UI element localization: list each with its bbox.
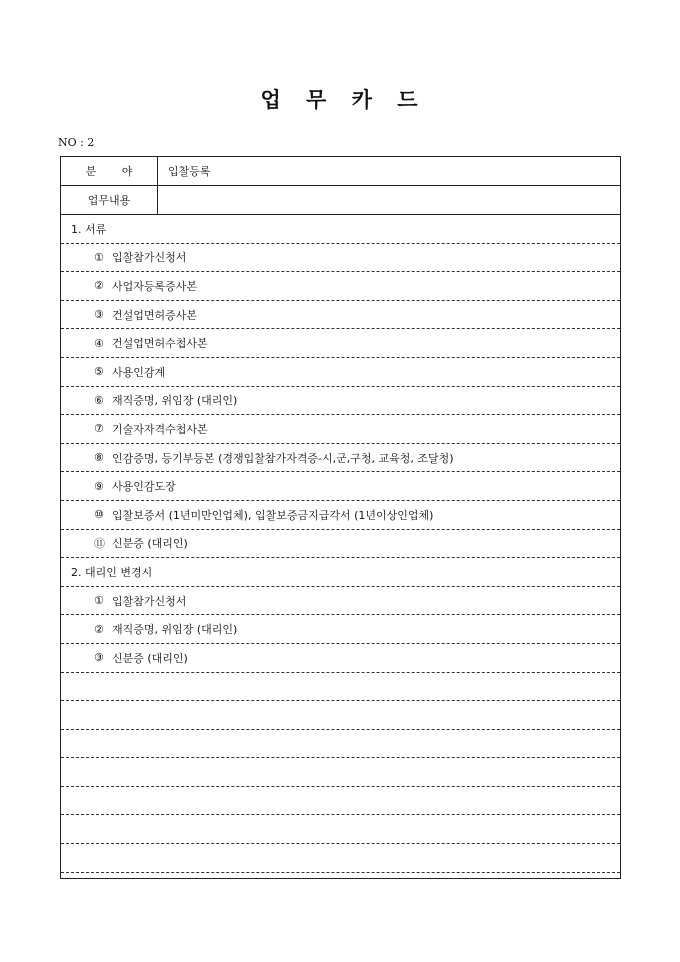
item-text: 신분증 (대리인): [112, 537, 188, 551]
content-value: [158, 186, 620, 214]
item-text: 건설업면허증사본: [112, 308, 198, 322]
blank-line: [61, 758, 620, 787]
list-item: [61, 501, 620, 530]
item-text: 건설업면허수첩사본: [112, 337, 208, 351]
item-number: ⑩: [94, 508, 104, 522]
item-number: ③: [94, 651, 104, 665]
blank-line: [61, 787, 620, 816]
item-text: 입찰참가신청서: [112, 251, 187, 265]
item-number: ①: [94, 250, 104, 264]
item-number: ⑤: [94, 365, 104, 379]
list-item: [61, 387, 620, 416]
item-text: 입찰참가신청서: [112, 594, 187, 608]
item-text: 사용인감계: [112, 365, 166, 379]
section-title: 2. 대리인 변경시: [61, 558, 620, 587]
list-item: [61, 444, 620, 473]
list-item: [61, 472, 620, 501]
item-number: ⑨: [94, 479, 104, 493]
item-text: 사용인감도장: [112, 480, 176, 494]
list-item: [61, 415, 620, 444]
list-item: [61, 530, 620, 559]
item-number: ①: [94, 594, 104, 608]
item-number: ④: [94, 336, 104, 350]
item-number: ③: [94, 308, 104, 322]
list-item: [61, 615, 620, 644]
field-row: [61, 157, 620, 186]
work-card: [60, 156, 621, 879]
list-item: [61, 358, 620, 387]
list-item: [61, 587, 620, 616]
blank-line: [61, 673, 620, 702]
blank-line: [61, 844, 620, 873]
item-number: ②: [94, 279, 104, 293]
blank-line: [61, 701, 620, 730]
field-label: 분 야: [61, 157, 158, 185]
content-label: 업무내용: [61, 186, 158, 214]
list-item: [61, 244, 620, 273]
item-number: ⑪: [94, 537, 105, 551]
list-item: [61, 329, 620, 358]
item-text: 재직증명, 위임장 (대리인): [112, 623, 238, 637]
item-number: ⑧: [94, 451, 104, 465]
item-text: 사업자등록증사본: [112, 279, 198, 293]
item-number: ⑦: [94, 422, 104, 436]
list-item: [61, 272, 620, 301]
item-number: ②: [94, 622, 104, 636]
list-item: [61, 301, 620, 330]
section-title: 1. 서류: [61, 215, 620, 244]
item-text: 인감증명, 등기부등본 (경쟁입찰참가자격증-시,군,구청, 교육청, 조달청): [112, 451, 454, 465]
item-text: 입찰보증서 (1년미만인업체), 입찰보증금지급각서 (1년이상인업체): [112, 508, 434, 522]
blank-line: [61, 730, 620, 759]
content-lines: [61, 215, 620, 901]
page-title: 업 무 카 드: [260, 87, 420, 112]
document-number: NO : 2: [58, 136, 95, 149]
item-text: 재직증명, 위임장 (대리인): [112, 394, 238, 408]
field-value: 입찰등록: [168, 165, 211, 178]
item-number: ⑥: [94, 393, 104, 407]
blank-line: [61, 815, 620, 844]
content-row: [61, 186, 620, 215]
list-item: [61, 644, 620, 673]
item-text: 신분증 (대리인): [112, 651, 188, 665]
item-text: 기술자자격수첩사본: [112, 422, 208, 436]
blank-line: [61, 873, 620, 902]
